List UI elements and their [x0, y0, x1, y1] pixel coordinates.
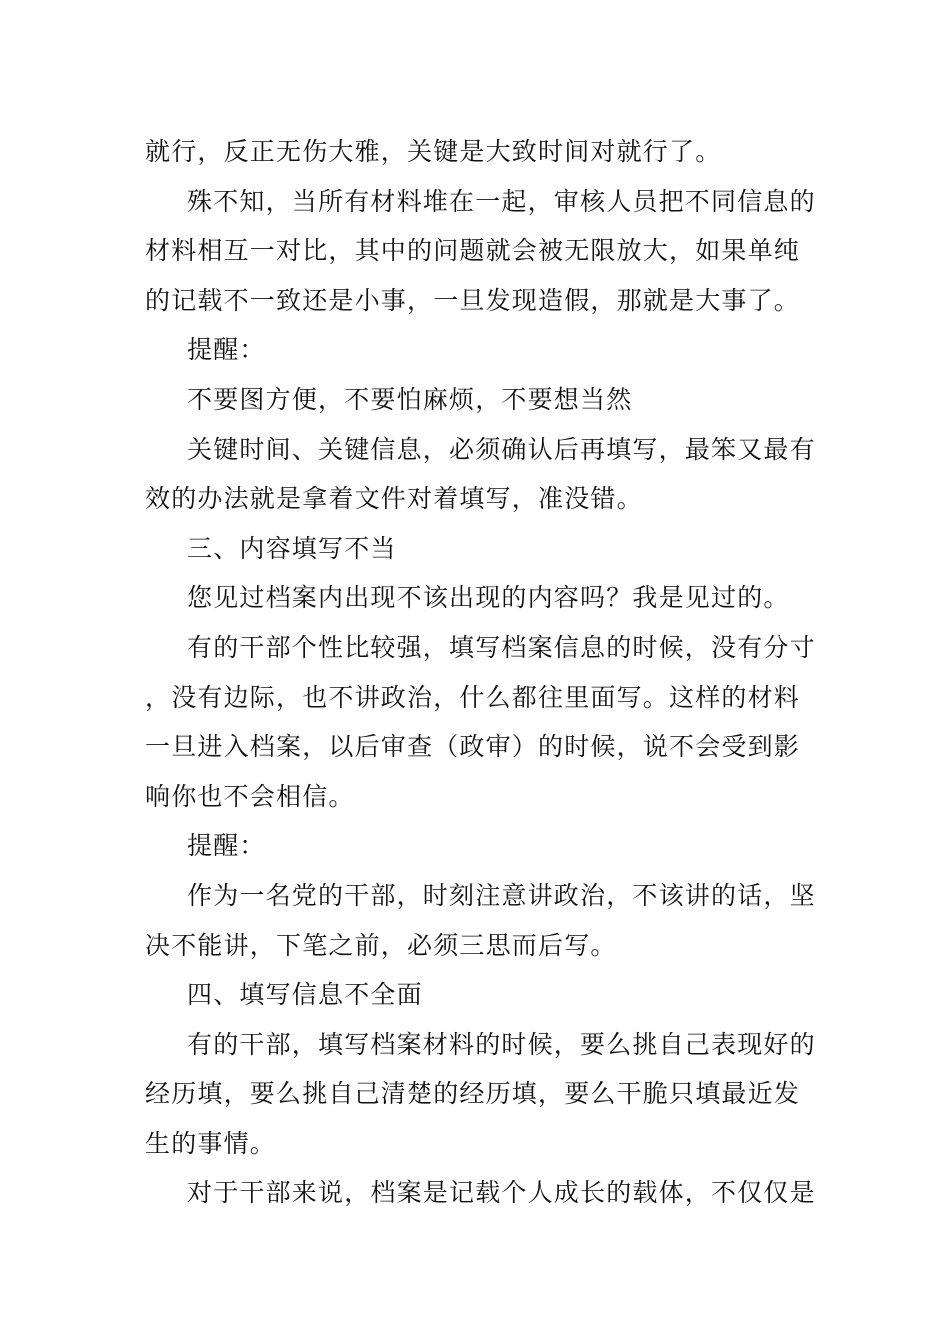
paragraph: 有的干部个性比较强，填写档案信息的时候，没有分寸，没有边际，也不讲政治，什么都往里面写。这样的材料一旦进入档案，以后审查（政审）的时候，说不会受到影响你也不会相信。 [145, 632, 816, 811]
reminder-label: 提醒： [187, 335, 266, 365]
paragraph: 作为一名党的干部，时刻注意讲政治，不该讲的话，坚决不能讲，下笔之前，必须三思而后写。 [145, 880, 816, 960]
section-heading: 三、内容填写不当 [187, 533, 397, 563]
paragraph: 殊不知，当所有材料堆在一起，审核人员把不同信息的材料相互一对比，其中的问题就会被无限放大，如果单纯的记载不一致还是小事，一旦发现造假，那就是大事了。 [145, 186, 816, 315]
paragraph: 不要图方便，不要怕麻烦，不要想当然 [187, 384, 633, 414]
reminder-label: 提醒： [187, 831, 266, 861]
paragraph: 您见过档案内出现不该出现的内容吗？我是见过的。 [187, 583, 790, 613]
paragraph: 有的干部，填写档案材料的时候，要么挑自己表现好的经历填，要么挑自己清楚的经历填，要么干脆只填最近发生的事情。 [145, 1029, 816, 1158]
paragraph-continuation: 就行，反正无伤大雅，关键是大致时间对就行了。 [145, 137, 722, 166]
document-body [145, 127, 825, 1218]
section-heading: 四、填写信息不全面 [187, 980, 423, 1010]
paragraph: 关键时间、关键信息，必须确认后再填写，最笨又最有效的办法就是拿着文件对着填写，准没错。 [145, 434, 816, 514]
paragraph: 对于干部来说，档案是记载个人成长的载体，不仅仅是 [187, 1178, 816, 1208]
